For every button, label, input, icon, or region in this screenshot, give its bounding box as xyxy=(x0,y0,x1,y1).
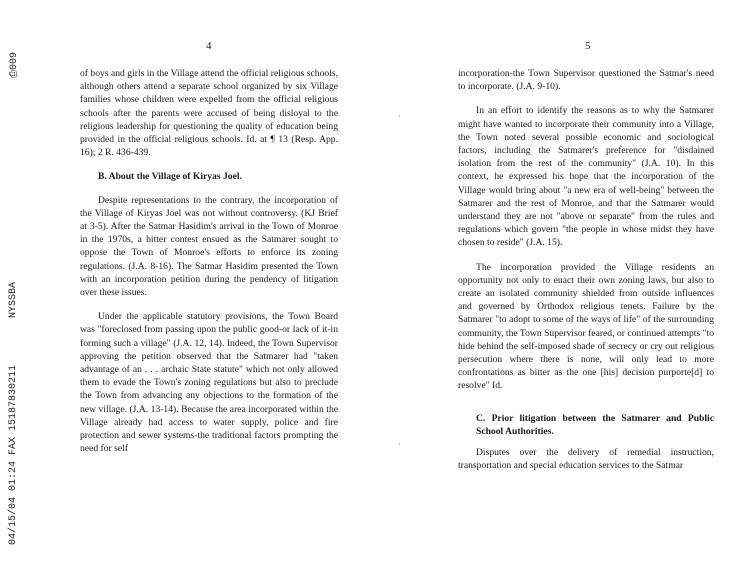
paragraph: Disputes over the delivery of remedial instruction, transportation and special education services to the Satmar xyxy=(458,447,714,472)
section-b-heading: B. About the Village of Kiryas Joel. xyxy=(98,171,242,183)
paragraph: Despite representations to the contrary, the incorporation of the Village of Kiryas Joel was not without controversy. (KJ Brief at 3-5). After the Satmar Hasidim's arrival in the Town of Monroe in the 1970s, a bitter contest ensued as the Satmarer sought to oppose the Town of Monroe's efforts to enforce its zoning regulations. (J.A. 8-16). The Satmar Hasidim presented the Town with an incorporation petition during the pendency of litigation over these issues. xyxy=(80,194,338,299)
paragraph: of boys and girls in the Village attend the official religious schools, although others attend a separate school organized by six Village families whose children were expelled from the official religious schools after the parents were accused of being disloyal to the religious leadership for questioning the quality of education being provided in the official religious schools. Id. at ¶ 13 (Resp. App. 16); 2 R. 436-439. xyxy=(80,68,338,159)
section-c-heading: C. Prior litigation between the Satmarer and Public School Authorities. xyxy=(476,412,714,437)
scan-mark: · xyxy=(398,112,401,121)
fax-line: 04/15/04 01:24 FAX 15187830211 xyxy=(8,364,19,545)
fax-sender: NYSSBA xyxy=(8,281,19,318)
fax-icon: ⎙ xyxy=(9,70,20,78)
paragraph: incorporation-the Town Supervisor questioned the Satmar's need to incorporate. (J.A. 9-10). xyxy=(458,68,714,93)
right-page-column xyxy=(458,67,714,483)
paragraph: The incorporation provided the Village residents an opportunity not only to enact their own zoning laws, but also to create an isolated community shielded from outside influences and governed by Orthodox religious tenets. Failure by the Satmarer "to adopt to some of the ways of life" of the surrounding community, the Town Supervisor feared, or continued attempts "to hide behind the self-imposed shade of secrecy or cry out religious persecution where there is none, will only lead to more confrontations as bitter as the one [his] decision purporte[d] to resolve" Id. xyxy=(458,261,714,392)
page-number-right: 5 xyxy=(585,40,591,52)
page-number-left: 4 xyxy=(206,40,212,52)
paragraph: Under the applicable statutory provisions, the Town Board was "foreclosed from passing upon the public good-or lack of it-in forming such a village" (J.A. 12, 14). Indeed, the Town Supervisor approving the petition observed that the Satmarer had "taken advantage of an . . . archaic State statute" which not only allowed them to evade the Town's zoning regulations but also to preclude the Town from advancing any objections to the formation of the new village. (J.A. 13-14). Because the area incorporated within the Village already had access to water supply, police and fire protection and sewer systems-the traditional factors prompting the need for self xyxy=(80,311,338,455)
left-page-column xyxy=(80,67,338,466)
scan-mark: · xyxy=(398,440,401,449)
paragraph: In an effort to identify the reasons as to why the Satmarer might have wanted to incorporate their community into a Village, the Town noted several possible economic and sociological factors, including the Satmarer's preference for "disdained isolation from the rest of the community" (J.A. 10). In this context, he expressed his hope that the incorporation of the Village would bring about "a new era of well-being" between the Satmarer and the rest of Monroe, and that the Satmarer would understand they are not "above or separate" from the rules and regulations which govern "the people in whose midst they have chosen to reside" (J.A. 15). xyxy=(458,105,714,249)
fax-page-code: ⎙009 xyxy=(9,51,20,78)
